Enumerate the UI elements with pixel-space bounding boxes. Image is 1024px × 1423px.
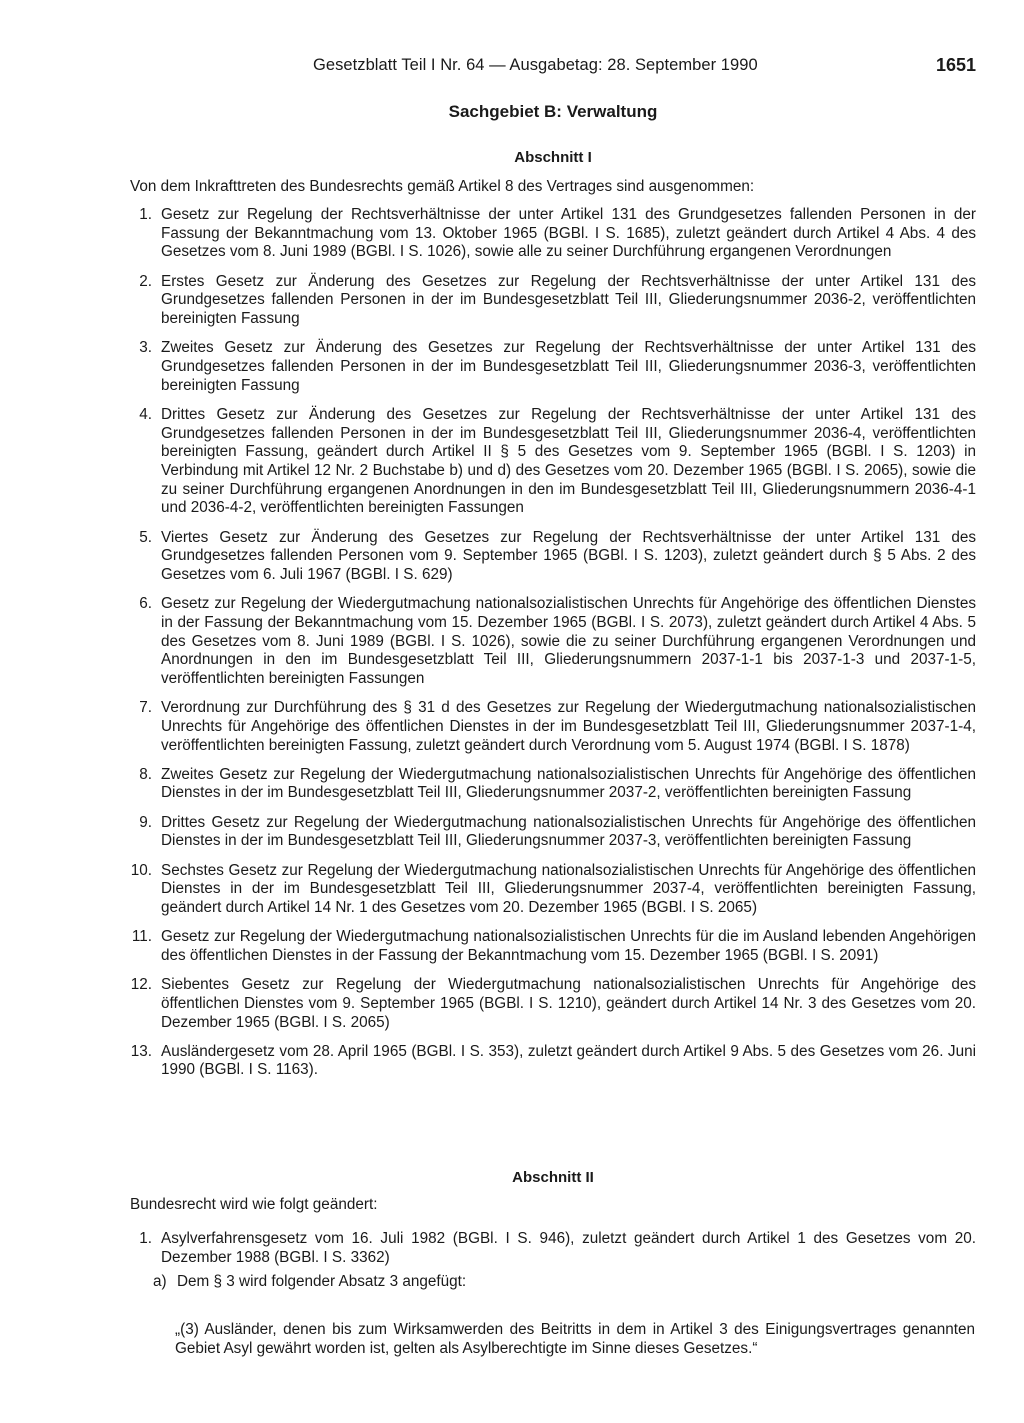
list-item-number: 13.: [130, 1042, 152, 1060]
sub-item-letter: a): [153, 1273, 167, 1290]
list-item-text: Drittes Gesetz zur Regelung der Wiedergutmachung nationalsozialistischen Unrechts für Angehörige des öffentlichen Dienstes in der im Bundesgesetzblatt Teil III, Gliederungsnummer 2037-3, veröffentlichten bereinigten Fassung: [161, 813, 976, 850]
list-item: [130, 1043, 976, 1080]
list-item-number: 7.: [139, 699, 152, 717]
list-item-number: 8.: [139, 765, 152, 783]
list-item-text: Gesetz zur Regelung der Rechtsverhältnisse der unter Artikel 131 des Grundgesetzes fallenden Personen in der Fassung der Bekanntmachung vom 13. Oktober 1965 (BGBl. I S. 1685), zuletzt geändert durch Artikel 4 Abs. 4 des Gesetzes vom 8. Juni 1989 (BGBl. I S. 1026), sowie alle zu seiner Durchführung ergangenen Verordnungen: [161, 206, 976, 261]
sub-item-text: Dem § 3 wird folgender Absatz 3 angefügt:: [177, 1273, 467, 1290]
abschnitt-2-intro: Bundesrecht wird wie folgt geändert:: [130, 1196, 378, 1213]
page-header: [130, 56, 976, 80]
list-item-number: 5.: [139, 528, 152, 546]
exemption-list: [130, 206, 976, 1091]
list-item-text: Gesetz zur Regelung der Wiedergutmachung nationalsozialistischen Unrechts für die im Ausland lebenden Angehörigen des öffentlichen Dienstes in der Fassung der Bekanntmachung vom 15. Dezember 1965 (BGBl. I S. 2091): [161, 928, 976, 964]
list-item-number: 4.: [139, 405, 152, 423]
amendment-item: [130, 1230, 976, 1267]
abschnitt-2-heading: Abschnitt II: [512, 1169, 594, 1186]
abschnitt-1-heading: Abschnitt I: [514, 149, 592, 166]
list-item-number: 10.: [130, 861, 152, 879]
list-item: [130, 529, 976, 585]
list-item-number: 3.: [139, 339, 152, 357]
list-item-number: 9.: [139, 813, 152, 831]
list-item-number: 2.: [139, 272, 152, 290]
list-item: [130, 595, 976, 689]
list-item-text: Sechstes Gesetz zur Regelung der Wiedergutmachung nationalsozialistischen Unrechts für Angehörige des öffentlichen Dienstes in der im Bundesgesetzblatt Teil III, Gliederungsnummer 2037-4, veröffentlichten bereinigten Fassung, geändert durch Artikel 14 Nr. 1 des Gesetzes vom 20. Dezember 1965 (BGBl. I S. 2065): [161, 861, 976, 916]
list-item-number: 1.: [139, 206, 152, 223]
list-item-text: Viertes Gesetz zur Änderung des Gesetzes zur Regelung der Rechtsverhältnisse der unter Artikel 131 des Grundgesetzes fallenden Personen vom 9. September 1965 (BGBl. I S. 1203), zuletzt geändert durch § 5 Abs. 2 des Gesetzes vom 6. Juli 1967 (BGBl. I S. 629): [161, 528, 976, 583]
page-number: 1651: [935, 55, 976, 75]
list-item: [130, 766, 976, 803]
section-title: Sachgebiet B: Verwaltung: [448, 102, 658, 121]
list-item: [130, 699, 976, 755]
list-item-text: Drittes Gesetz zur Änderung des Gesetzes zur Regelung der Rechtsverhältnisse der unter Artikel 131 des Grundgesetzes fallenden Personen in der im Bundesgesetzblatt Teil III, Gliederungsnummer 2036-4, veröffentlichten bereinigten Fassung, geändert durch Artikel II § 5 des Gesetzes vom 9. September 1965 (BGBl. I S. 1203) in Verbindung mit Artikel 12 Nr. 2 Buchstabe b) und d) des Gesetzes vom 20. Dezember 1965 (BGBl. I S. 2065), sowie die zu seiner Durchführung ergangenen Anordnungen in den im Bundesgesetzblatt Teil III, Gliederungsnummern 2036-4-1 und 2036-4-2, veröffentlichten bereinigten Fassungen: [161, 405, 976, 517]
abschnitt-1-intro: Von dem Inkrafttreten des Bundesrechts gemäß Artikel 8 des Vertrages sind ausgenommen:: [130, 178, 755, 195]
list-item: [130, 928, 976, 965]
list-item-text: Siebentes Gesetz zur Regelung der Wiedergutmachung nationalsozialistischen Unrechts für Angehörige des öffentlichen Dienstes vom 9. September 1965 (BGBl. I S. 1210), geändert durch Artikel 14 Nr. 3 des Gesetzes vom 20. Dezember 1965 (BGBl. I S. 2065): [161, 976, 976, 1031]
list-item: [130, 814, 976, 851]
list-item-text: Erstes Gesetz zur Änderung des Gesetzes zur Regelung der Rechtsverhältnisse der unter Artikel 131 des Grundgesetzes fallenden Personen in der im Bundesgesetzblatt Teil III, Gliederungsnummer 2036-2, veröffentlichten bereinigten Fassung: [161, 272, 976, 328]
list-item: [130, 976, 976, 1032]
list-item-text: Verordnung zur Durchführung des § 31 d des Gesetzes zur Regelung der Wiedergutmachung nationalsozialistischen Unrechts für Angehörige des öffentlichen Dienstes in der im Bundesgesetzblatt Teil III, Gliederungsnummer 2037-1-4, veröffentlichten bereinigten Fassung, zuletzt geändert durch Verordnung vom 5. August 1974 (BGBl. I S. 1878): [161, 699, 976, 754]
list-item: [130, 206, 976, 262]
list-item: [130, 273, 976, 329]
list-item: [130, 406, 976, 518]
list-item-text: Ausländergesetz vom 28. April 1965 (BGBl. I S. 353), zuletzt geändert durch Artikel 9 Abs. 5 des Gesetzes vom 26. Juni 1990 (BGBl. I S. 1163).: [161, 1042, 976, 1079]
sub-item-a: [153, 1273, 466, 1291]
list-item: [130, 339, 976, 395]
list-item-number: 12.: [130, 976, 152, 994]
header-text: Gesetzblatt Teil I Nr. 64 — Ausgabetag: 28. September 1990: [313, 56, 758, 74]
list-item-number: 6.: [139, 595, 152, 613]
list-item-text: Zweites Gesetz zur Änderung des Gesetzes zur Regelung der Rechtsverhältnisse der unter Artikel 131 des Grundgesetzes fallenden Personen in der im Bundesgesetzblatt Teil III, Gliederungsnummer 2036-3, veröffentlichten bereinigten Fassung: [161, 339, 976, 394]
amendment-item-text: Asylverfahrensgesetz vom 16. Juli 1982 (BGBl. I S. 946), zuletzt geändert durch Artikel 1 des Gesetzes vom 20. Dezember 1988 (BGBl. I S. 3362): [161, 1230, 976, 1266]
quoted-paragraph: „(3) Ausländer, denen bis zum Wirksamwerden des Beitritts in dem in Artikel 3 des Einigungsvertrages genannten Gebiet Asyl gewährt worden ist, gelten als Asylberechtigte im Sinne dieses Gesetzes.“: [175, 1321, 975, 1357]
amendment-item-number: 1.: [139, 1230, 152, 1247]
list-item-text: Gesetz zur Regelung der Wiedergutmachung nationalsozialistischen Unrechts für Angehörige des öffentlichen Dienstes in der Fassung der Bekanntmachung vom 15. Dezember 1965 (BGBl. I S. 2073), zuletzt geändert durch Artikel 4 Abs. 5 des Gesetzes vom 8. Juni 1989 (BGBl. I S. 1026), sowie die zu seiner Durchführung ergangenen Verordnungen und Anordnungen in den im Bundesgesetzblatt Teil III, Gliederungsnummern 2037-1-1 bis 2037-1-3 und 2037-1-5, veröffentlichten bereinigten Fassungen: [161, 595, 976, 687]
list-item-text: Zweites Gesetz zur Regelung der Wiedergutmachung nationalsozialistischen Unrechts für Angehörige des öffentlichen Dienstes in der im Bundesgesetzblatt Teil III, Gliederungsnummer 2037-2, veröffentlichten bereinigten Fassung: [161, 765, 976, 802]
list-item-number: 11.: [131, 928, 152, 946]
list-item: [130, 862, 976, 918]
